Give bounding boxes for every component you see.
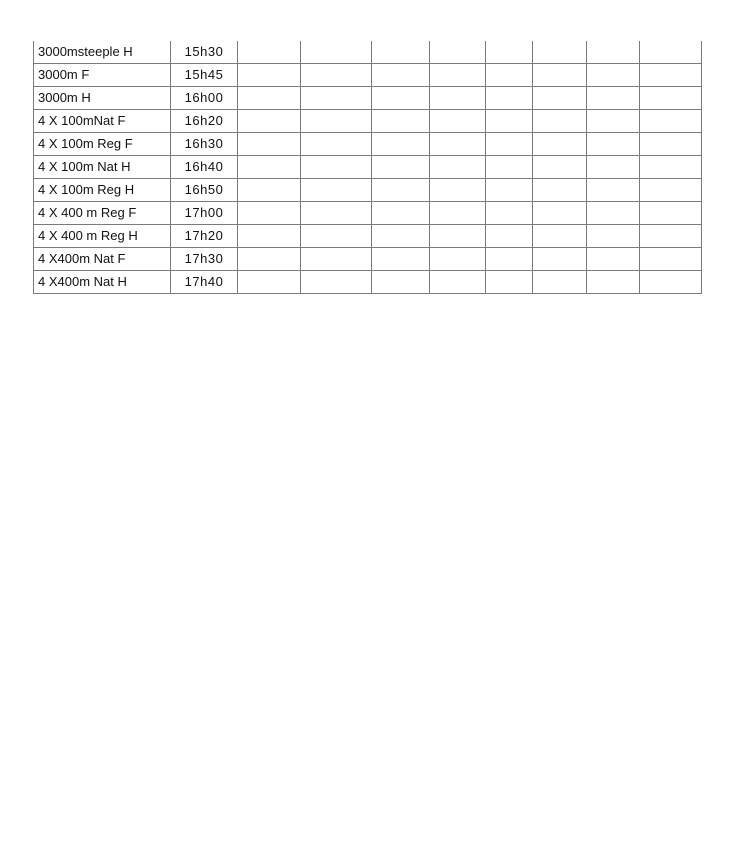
empty-cell [301,271,372,294]
empty-cell [238,248,301,271]
empty-cell [587,64,640,87]
schedule-table [33,41,702,294]
table-row [34,87,702,110]
event-cell: 3000m F [34,64,171,87]
empty-cell [486,133,533,156]
empty-cell [587,156,640,179]
event-cell: 4 X400m Nat H [34,271,171,294]
table-row [34,179,702,202]
table-row [34,41,702,64]
empty-cell [430,202,486,225]
empty-cell [430,248,486,271]
empty-cell [301,133,372,156]
empty-cell [640,64,702,87]
empty-cell [533,248,587,271]
empty-cell [640,248,702,271]
empty-cell [533,179,587,202]
empty-cell [486,202,533,225]
empty-cell [301,202,372,225]
empty-cell [372,41,430,64]
empty-cell [430,110,486,133]
empty-cell [533,202,587,225]
empty-cell [238,156,301,179]
event-cell: 3000m H [34,87,171,110]
empty-cell [587,225,640,248]
event-cell: 4 X 100m Nat H [34,156,171,179]
empty-cell [587,110,640,133]
empty-cell [640,87,702,110]
empty-cell [430,225,486,248]
empty-cell [372,156,430,179]
empty-cell [372,87,430,110]
empty-cell [587,202,640,225]
empty-cell [430,87,486,110]
event-cell: 4 X 100m Reg F [34,133,171,156]
table-row [34,202,702,225]
time-cell: 15h30 [171,41,238,64]
empty-cell [533,110,587,133]
empty-cell [640,156,702,179]
table-row [34,110,702,133]
table-row [34,156,702,179]
empty-cell [640,41,702,64]
empty-cell [372,179,430,202]
time-cell: 17h20 [171,225,238,248]
empty-cell [640,271,702,294]
empty-cell [430,271,486,294]
empty-cell [486,41,533,64]
empty-cell [533,133,587,156]
event-cell: 4 X 400 m Reg F [34,202,171,225]
empty-cell [640,179,702,202]
empty-cell [486,64,533,87]
empty-cell [486,110,533,133]
empty-cell [587,248,640,271]
table-row [34,64,702,87]
empty-cell [372,225,430,248]
time-cell: 17h30 [171,248,238,271]
time-cell: 16h50 [171,179,238,202]
empty-cell [372,271,430,294]
empty-cell [238,271,301,294]
empty-cell [301,248,372,271]
time-cell: 16h20 [171,110,238,133]
empty-cell [430,179,486,202]
empty-cell [372,64,430,87]
empty-cell [533,271,587,294]
empty-cell [587,179,640,202]
empty-cell [486,248,533,271]
empty-cell [640,202,702,225]
empty-cell [430,41,486,64]
empty-cell [486,225,533,248]
empty-cell [587,87,640,110]
empty-cell [486,271,533,294]
table-row [34,133,702,156]
empty-cell [301,87,372,110]
table-row [34,248,702,271]
empty-cell [238,225,301,248]
schedule-body [34,41,702,294]
table-row [34,225,702,248]
empty-cell [301,225,372,248]
empty-cell [533,41,587,64]
empty-cell [301,156,372,179]
event-cell: 3000msteeple H [34,41,171,64]
empty-cell [486,156,533,179]
empty-cell [238,64,301,87]
event-cell: 4 X 100m Reg H [34,179,171,202]
empty-cell [372,133,430,156]
empty-cell [238,202,301,225]
time-cell: 16h00 [171,87,238,110]
empty-cell [372,202,430,225]
empty-cell [301,179,372,202]
time-cell: 17h40 [171,271,238,294]
empty-cell [238,133,301,156]
empty-cell [301,110,372,133]
event-cell: 4 X 400 m Reg H [34,225,171,248]
time-cell: 17h00 [171,202,238,225]
empty-cell [238,41,301,64]
event-cell: 4 X 100mNat F [34,110,171,133]
empty-cell [587,133,640,156]
empty-cell [533,64,587,87]
empty-cell [430,64,486,87]
empty-cell [238,179,301,202]
empty-cell [533,156,587,179]
empty-cell [640,133,702,156]
time-cell: 16h30 [171,133,238,156]
empty-cell [301,41,372,64]
time-cell: 16h40 [171,156,238,179]
empty-cell [430,133,486,156]
empty-cell [587,41,640,64]
empty-cell [486,179,533,202]
empty-cell [301,64,372,87]
empty-cell [640,110,702,133]
event-cell: 4 X400m Nat F [34,248,171,271]
empty-cell [372,110,430,133]
empty-cell [486,87,533,110]
empty-cell [430,156,486,179]
time-cell: 15h45 [171,64,238,87]
empty-cell [372,248,430,271]
empty-cell [640,225,702,248]
empty-cell [533,225,587,248]
table-row [34,271,702,294]
empty-cell [533,87,587,110]
empty-cell [238,110,301,133]
empty-cell [587,271,640,294]
empty-cell [238,87,301,110]
